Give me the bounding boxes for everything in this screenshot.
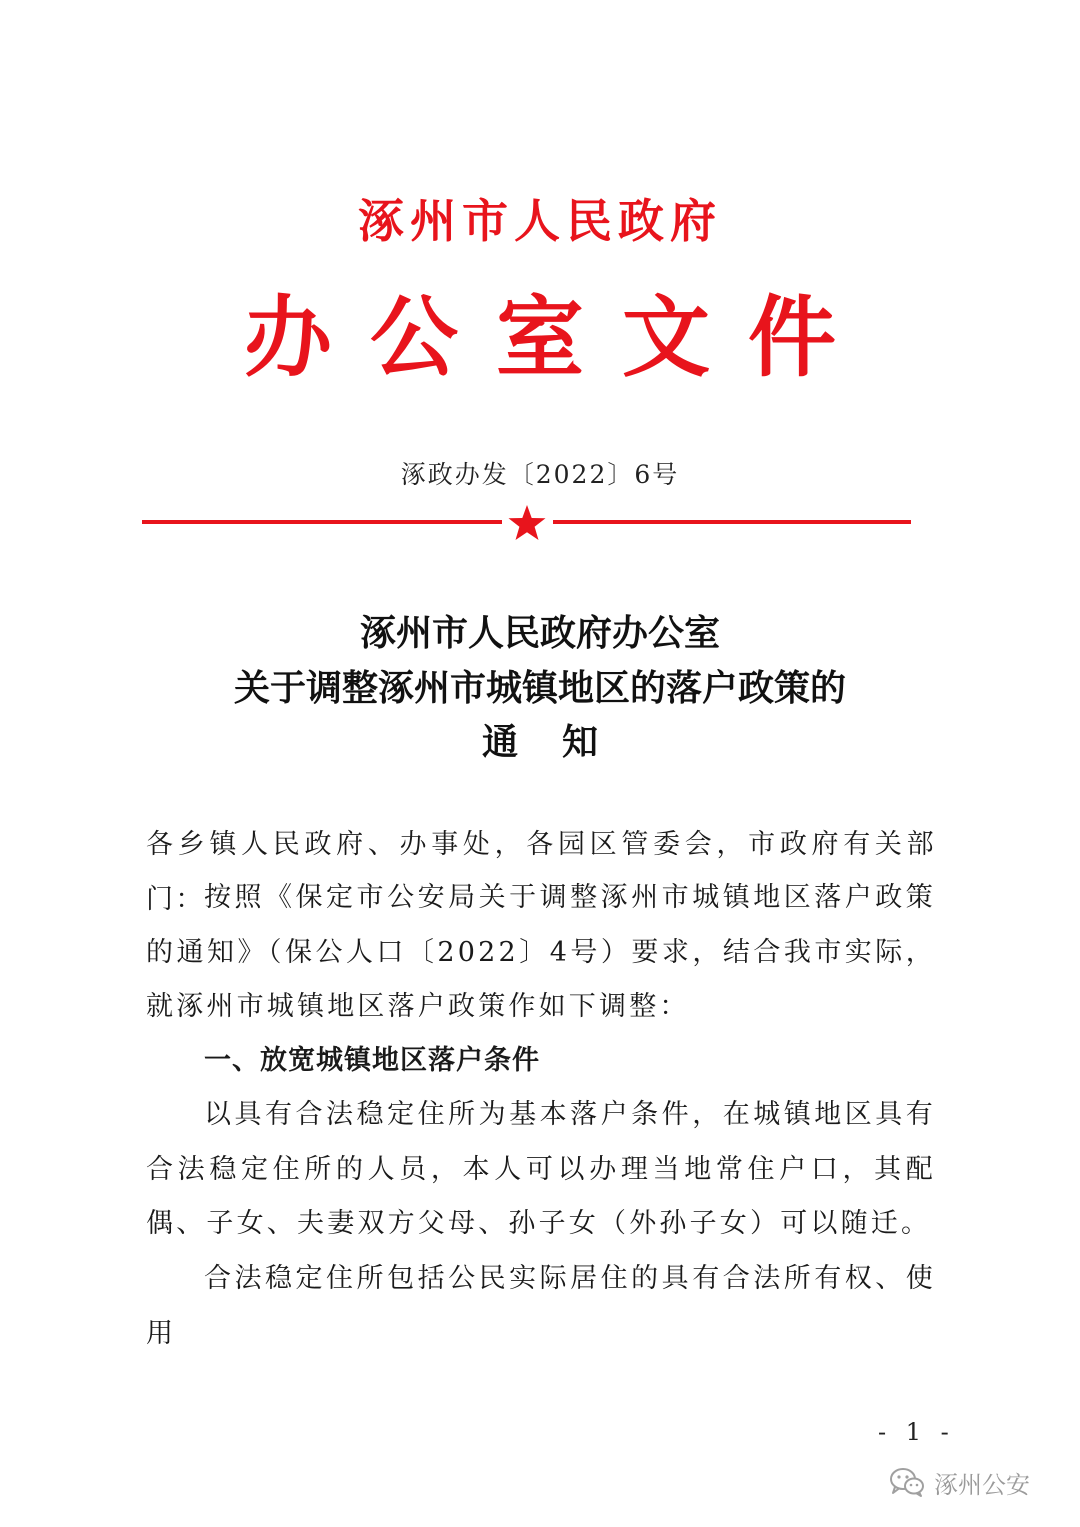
wechat-icon	[888, 1466, 926, 1498]
watermark-label: 涿州公安	[934, 1470, 1030, 1499]
document-type: 办公室文件	[243, 285, 874, 389]
star-icon	[507, 503, 547, 543]
section-paragraph: 以具有合法稳定住所为基本落户条件，在城镇地区具有合法稳定住所的人员，本人可以办理当地常住户口，其配偶、子女、夫妻双方父母、孙子女（外孙子女）可以随迁。	[146, 1099, 936, 1239]
red-divider-left	[142, 520, 502, 524]
document-number: 涿政办发〔2022〕6号	[400, 460, 680, 489]
section-heading: 一、放宽城镇地区落户条件	[204, 1045, 540, 1076]
red-divider-right	[553, 520, 911, 524]
page-number: - 1 -	[878, 1418, 955, 1446]
source-watermark	[888, 1462, 1030, 1502]
issuer-name: 涿州市人民政府	[358, 194, 722, 248]
intro-paragraph: 按照《保定市公安局关于调整涿州市城镇地区落户政策的通知》（保公人口〔2022〕4号）要求，结合我市实际，就涿州市城镇地区落户政策作如下调整：	[146, 882, 936, 1022]
section-paragraph-continued: 合法稳定住所包括公民实际居住的具有合法所有权、使用	[146, 1263, 936, 1349]
notice-title-line1: 涿州市人民政府办公室	[359, 612, 720, 654]
notice-title-line2: 关于调整涿州市城镇地区的落户政策的	[233, 667, 846, 709]
salutation: 各乡镇人民政府、办事处，各园区管委会，市政府有关部门：	[146, 829, 936, 915]
notice-title-line3: 通知	[481, 721, 642, 763]
